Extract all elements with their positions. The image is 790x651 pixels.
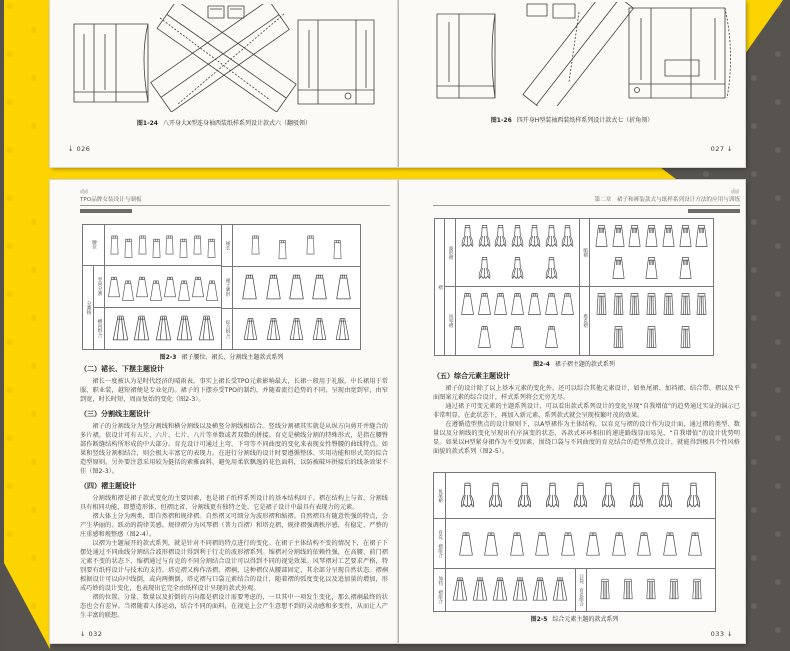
skirt-sketch xyxy=(477,253,492,283)
skirt-sketch-cell xyxy=(105,266,221,307)
body-text xyxy=(433,371,740,469)
skirt-sketch-cell xyxy=(446,519,715,568)
row-label: 塔克褶 xyxy=(579,287,590,355)
skirt-sketch xyxy=(191,228,204,262)
skirt-sketch xyxy=(611,253,626,283)
skirt-sketch xyxy=(205,235,218,262)
page-number: ↓ 032 xyxy=(80,630,103,638)
skirt-sketch xyxy=(112,310,129,346)
figure-title: 八开身大X型连身袖西装纸样系列设计款式六（翻驳领） xyxy=(162,120,312,127)
skirt-sketch xyxy=(560,289,575,319)
skirt-sketch xyxy=(636,523,652,565)
body-text xyxy=(80,364,388,628)
figure-caption xyxy=(50,118,398,127)
skirt-sketch-cell xyxy=(233,225,360,266)
skirt-sketch xyxy=(136,228,149,262)
figure-number: 图2-5 xyxy=(530,616,548,623)
skirt-sketch xyxy=(532,570,548,608)
skirt-sketch xyxy=(107,270,121,304)
row-label: 风琴褶 xyxy=(445,287,456,355)
paragraph: 裙子的分割线分为竖分割线和横分割线以及横竖分割线相结合。竖线分割裙其实就是从纵方向剪开并缝合的多片裙，依设计可有五片、六片、七片、八片等单数或者双数的拼接。育克是横线分割的特殊形式，是指在腰臀部作断缝结构所形成的中大部分。育克设计可通过上弯、下弯等不同曲度的变化来表现女性臀腰的曲线特点。如果和竖线分割相结合，则会极大丰富它的表现力。在进行分割线的设计时要遵循整体、实用功能和形式美的综合造型原则。另外要注意采用较为挺括的素雅面料，避免用柔软飘逸的花色面料，以防被破坏拼接后的线条效果不佳（图2-3）。 xyxy=(80,423,388,475)
skirt-sketch xyxy=(661,289,676,319)
skirt-sketch xyxy=(304,227,317,263)
skirt-sketch xyxy=(657,475,674,515)
skirt-sketch xyxy=(534,523,550,565)
section-heading: （五）综合元素主题设计 xyxy=(433,372,510,380)
row-label: 波形褶 xyxy=(445,219,456,286)
running-header xyxy=(433,188,740,206)
figure-title: 裙子褶主题的款式系列 xyxy=(554,361,615,368)
figure-number: 图1-26 xyxy=(490,117,512,124)
skirt-sketch xyxy=(644,253,659,283)
skirt-sketch xyxy=(552,570,568,608)
row-label: 综合组合 xyxy=(222,309,233,349)
row-label: 分割线 xyxy=(83,266,94,349)
skirt-sketch xyxy=(243,312,258,346)
skirt-sketch xyxy=(661,221,676,251)
figure-number: 图2-3 xyxy=(159,354,177,361)
figure-caption xyxy=(434,359,714,368)
skirt-sketch xyxy=(644,322,659,352)
jacket-pattern-draft-figure xyxy=(429,2,734,106)
skirt-sketch xyxy=(493,289,508,319)
skirt-sketch xyxy=(611,523,627,565)
section-heading: （二）裙长、下摆主题设计 xyxy=(80,365,164,373)
paragraph: 以褶为主题展开的款式系列，就是针对不同褶的特点进行的变化。在裙子主体结构不变的情况下，在裙子下摆处通过不同曲线分割结合波形褶设计得到利于行走的波形褶系列。缩褶对分割线的依赖性强，在高腰、前门褶元素不变的状态下，缩褶通过与育克的不同分割结合设计可以得到不同的视觉效果。风琴褶对工艺要求严格，特别要有纸样设计与技术的支持。塔克褶又称作活褶、褶裥，这种褶仅从腰部固定，其余部分呈现自然状态。褶裥根据设计可以向中线倒，或向两侧倒。塔克褶与口袋元素结合的设计，随着褶的弧度变化以及追加量的增加，形成巧妙的设计变化，也表现出它完全由纸样设计呈现的款式外观。 xyxy=(80,540,388,592)
figure-title: 四开身H型装袖西装纸样系列设计款式七（折角领） xyxy=(516,117,654,124)
skirt-sketch xyxy=(122,235,135,262)
skirt-sketch xyxy=(644,570,658,608)
skirt-sketch xyxy=(544,253,559,283)
row-label: 腰位 xyxy=(83,225,105,265)
section-heading: （四）褶主题设计 xyxy=(80,482,136,490)
skirt-sketch xyxy=(289,312,304,346)
skirt-sketch xyxy=(108,228,121,262)
skirt-sketch xyxy=(512,570,528,608)
row-label: 裙长 xyxy=(222,225,233,266)
skirt-sketch xyxy=(594,289,609,319)
skirt-sketch xyxy=(644,221,659,251)
skirt-sketch-cell xyxy=(105,308,221,349)
paragraph: 裙长一度被认为是时代经济的晴雨表。事实上裙长受TPO元素影响最大，长裙一般用于礼服，中长裙用于常服、职业装，越短裙便是专业化的。裙子的下摆亦受TPO的制约，并随着流行趋势的不同，呈现由宽到窄，由窄到宽，时长时短，周而复始的变化（图2-3）。 xyxy=(80,378,388,403)
skirt-sketch xyxy=(163,270,177,304)
skirt-sketch xyxy=(483,523,499,565)
skirt-sketch xyxy=(544,322,559,352)
figure-caption xyxy=(399,115,745,124)
skirt-sketch xyxy=(177,235,190,262)
skirt-sketch xyxy=(678,221,693,251)
skirt-sketch xyxy=(594,221,609,251)
skirt-sketch-cell xyxy=(446,569,575,611)
skirt-sketch-cell xyxy=(590,219,713,286)
skirt-sketch-cell xyxy=(233,309,360,349)
row-label: 横向组合 xyxy=(94,308,105,349)
figure-number: 图1-24 xyxy=(136,120,158,127)
figure-caption xyxy=(433,614,716,623)
skirt-sketch xyxy=(493,221,508,251)
skirt-sketch xyxy=(163,228,176,262)
skirt-sketch xyxy=(611,221,626,251)
book-title: TPO品牌女装设计与制板 xyxy=(80,197,142,203)
header-ornament-icon xyxy=(80,188,89,194)
skirt-sketch xyxy=(611,322,626,352)
skirt-sketch xyxy=(266,312,281,346)
skirt-sketch xyxy=(288,269,305,305)
skirt-sketch xyxy=(544,221,559,251)
row-label: 竖向分割 xyxy=(94,266,105,307)
skirt-sketch xyxy=(477,289,492,319)
chapter-title: 第二章 裙子和裤装款式与纸样系列设计方法的应用与训练 xyxy=(594,197,740,203)
skirt-sketch xyxy=(177,277,191,304)
skirt-sketch xyxy=(459,475,476,515)
skirt-sketch xyxy=(685,475,702,515)
figure-title: 综合元素主题的款式系列 xyxy=(552,616,619,623)
skirt-sketch xyxy=(150,235,163,262)
skirt-sketch xyxy=(572,475,589,515)
paragraph: 分割线和褶是裙子款式变化的主要因素，也是裙子纸样系列设计的基本结构因子。褶在结构上与省、分割线具有相同功能，即塑造形体，但褶比省、分割线更有独特之处，它是裙子设计中最具有表现力的元素。 xyxy=(80,495,388,511)
header-bar xyxy=(80,209,132,213)
row-label: 鱼尾裙 xyxy=(434,473,446,518)
skirt-sketch xyxy=(678,253,693,283)
skirt-sketch xyxy=(331,236,344,263)
row-label: 褶 xyxy=(435,219,445,355)
skirt-sketch xyxy=(121,277,135,304)
row-label: 加裆、褶组合 xyxy=(434,569,446,611)
page-number: ↓ 026 xyxy=(68,145,91,153)
skirt-sketch xyxy=(598,570,612,608)
skirt-sketch xyxy=(560,221,575,251)
section-heading: （三）分割线主题设计 xyxy=(80,410,150,418)
skirt-sketch xyxy=(191,270,205,304)
page-number: 027 ↓ xyxy=(710,145,733,153)
skirt-sketch xyxy=(516,475,533,515)
skirt-sketch xyxy=(241,269,258,305)
top-right-yellow-triangle xyxy=(745,0,783,54)
skirt-sketch xyxy=(335,269,352,305)
skirt-sketch xyxy=(510,289,525,319)
skirt-sketch-cell xyxy=(105,225,221,265)
skirt-sketch xyxy=(477,322,492,352)
skirt-sketch xyxy=(667,570,681,608)
skirt-sketch xyxy=(694,221,709,251)
jacket-pattern-draft-figure xyxy=(60,4,390,112)
figure-2-4-table xyxy=(434,218,714,356)
page-026 xyxy=(50,0,398,167)
skirt-sketch xyxy=(510,221,525,251)
yellow-divider-band xyxy=(4,168,676,179)
skirt-sketch xyxy=(687,523,703,565)
skirt-sketch xyxy=(452,570,468,608)
skirt-sketch xyxy=(149,277,163,304)
skirt-sketch xyxy=(458,523,474,565)
figure-2-5-table xyxy=(433,472,716,612)
skirt-sketch xyxy=(487,475,504,515)
row-label: 口袋、育克组合 xyxy=(575,569,587,611)
skirt-sketch-cell xyxy=(446,473,715,518)
skirt-sketch xyxy=(135,270,149,304)
skirt-sketch xyxy=(198,310,215,346)
skirt-sketch xyxy=(276,236,289,263)
skirt-sketch xyxy=(205,277,219,304)
skirt-sketch xyxy=(611,289,626,319)
skirt-sketch-cell xyxy=(587,569,716,611)
paragraph: 褶大体上分为两类，即自然褶和规律褶。自然褶又可细分为波形褶和缩褶。自然褶具有随意性强的特点，会产生华丽的、跃动的韵律美感。规律褶分为风琴褶（普力百褶）和塔克褶，规律褶强调秩序感，有稳定、严整的庄重感和规整感（图2-4）。 xyxy=(80,513,388,538)
row-label: 裙子廓形 xyxy=(222,267,233,308)
header-bar xyxy=(688,209,740,213)
row-label: 缩褶 xyxy=(579,219,590,286)
skirt-sketch xyxy=(678,322,693,352)
page-027 xyxy=(398,0,745,167)
skirt-sketch xyxy=(621,570,635,608)
figure-number: 图2-4 xyxy=(533,361,550,368)
skirt-sketch xyxy=(249,227,262,263)
skirt-sketch xyxy=(600,475,617,515)
page-032 xyxy=(50,180,398,643)
skirt-sketch xyxy=(527,221,542,251)
skirt-sketch xyxy=(312,312,327,346)
skirt-sketch xyxy=(492,570,508,608)
skirt-sketch xyxy=(628,475,645,515)
paragraph: 在遵循造型焦点的设计原则下，以A型裙作为主体结构，以育克与褶的设计作为设计面，通过褶的类型、数量以及分割线的变化呈现出有序演变的状态，各款式环环相扣的递进路线显而易见，“自我增值”的设计优势明显。如果以H型紧身裙作为不变因素，围绕口袋与不同曲度的育克结合的造型焦点设计，就能得到极具个性风格面貌的款式系列（图2-5）。 xyxy=(433,421,740,455)
skirt-sketch xyxy=(509,523,525,565)
figure-caption xyxy=(82,352,361,361)
skirt-sketch xyxy=(311,269,328,305)
skirt-sketch xyxy=(460,289,475,319)
running-header xyxy=(80,188,390,206)
skirt-sketch xyxy=(472,570,488,608)
paragraph: 通过裙子可变元素的主题系列设计，可以看出款式系列设计的变化呈现“自我增值”的趋势通过实证的演示已非常明显。在此状态下，再加入新元素，系列款式就会呈现枝繁叶茂的效果。 xyxy=(433,403,740,419)
paragraph: 褶的位置、分量、数量以及折倒的方向都是褶设计需要考虑的，一旦其中一项发生变化，那么褶裥最终的状态也会有差异。当褶随着人体运动，结合不同的面料，在视觉上会产生意想不到的灵动感和多变性，从而让人产生丰富的联想。 xyxy=(80,594,388,619)
skirt-sketch xyxy=(662,523,678,565)
figure-title: 裙子腰位、裙长、分割线主题款式系列 xyxy=(181,354,284,361)
skirt-sketch xyxy=(678,289,693,319)
skirt-sketch xyxy=(335,312,350,346)
header-ornament-icon xyxy=(731,188,740,194)
skirt-sketch-cell xyxy=(456,287,579,355)
skirt-sketch xyxy=(544,475,561,515)
page-033 xyxy=(398,180,745,643)
skirt-sketch xyxy=(176,310,193,346)
skirt-sketch xyxy=(527,289,542,319)
skirt-sketch xyxy=(155,310,172,346)
skirt-sketch xyxy=(627,289,642,319)
skirt-sketch xyxy=(690,570,704,608)
skirt-sketch-cell xyxy=(456,219,579,286)
skirt-sketch xyxy=(265,269,282,305)
yellow-side-band xyxy=(4,0,50,651)
skirt-sketch xyxy=(560,523,576,565)
skirt-sketch xyxy=(510,253,525,283)
skirt-sketch xyxy=(477,221,492,251)
row-label: 育克、褶组合 xyxy=(434,519,446,568)
figure-2-3-table xyxy=(82,224,361,350)
skirt-sketch-cell xyxy=(233,267,360,308)
skirt-sketch xyxy=(510,322,525,352)
skirt-sketch xyxy=(544,289,559,319)
skirt-sketch-cell xyxy=(590,287,713,355)
skirt-sketch xyxy=(644,289,659,319)
skirt-sketch xyxy=(133,310,150,346)
skirt-sketch xyxy=(460,221,475,251)
paragraph: 裙子的设计除了以上基本元素的变化外，还可以综合其他元素设计，如鱼尾裙、加裆裙、结合带、褶以及平面图案元素的综合设计，样式系列将会无穷无尽。 xyxy=(433,385,740,401)
skirt-sketch xyxy=(694,289,709,319)
page-number: 033 ↓ xyxy=(710,630,733,638)
skirt-sketch xyxy=(627,221,642,251)
skirt-sketch xyxy=(585,523,601,565)
